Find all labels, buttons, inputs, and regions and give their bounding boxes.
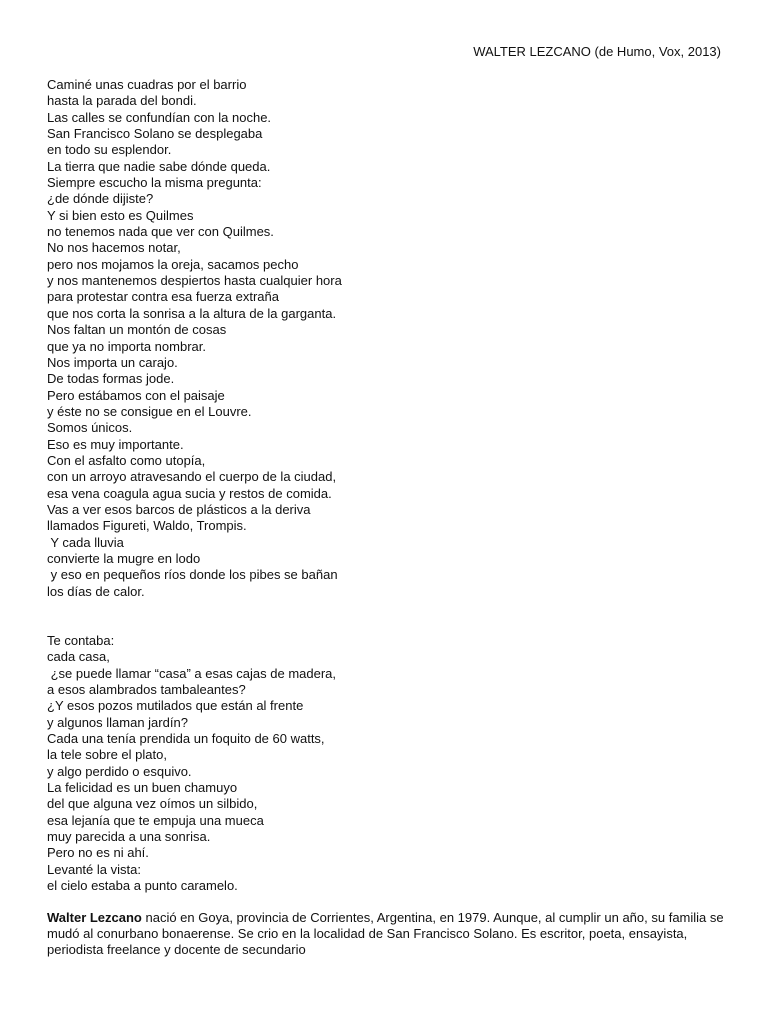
poem-attribution: WALTER LEZCANO (de Humo, Vox, 2013) — [473, 44, 721, 59]
poem-line: hasta la parada del bondi. — [47, 93, 197, 109]
poem-line: Levanté la vista: — [47, 861, 141, 877]
poem-line: y eso en pequeños ríos donde los pibes se bañan — [47, 567, 338, 583]
poem-line: la tele sobre el plato, — [47, 747, 167, 763]
poem-line: La felicidad es un buen chamuyo — [47, 780, 238, 796]
poem-line: La tierra que nadie sabe dónde queda. — [47, 158, 271, 174]
poem-line: Vas a ver esos barcos de plásticos a la deriva — [47, 501, 311, 517]
poem-line: y algunos llaman jardín? — [47, 714, 188, 730]
poem-line: el cielo estaba a punto caramelo. — [47, 878, 238, 894]
poem-line: llamados Figureti, Waldo, Trompis. — [47, 518, 247, 534]
poem-line: ¿de dónde dijiste? — [47, 191, 154, 207]
poem-line: Cada una tenía prendida un foquito de 60 watts, — [47, 731, 325, 747]
poem-line: Pero estábamos con el paisaje — [47, 387, 225, 403]
stanza-1 — [47, 77, 727, 600]
poem-line: Te contaba: — [47, 633, 115, 648]
poem-line: muy parecida a una sonrisa. — [47, 829, 211, 845]
poem-line: pero nos mojamos la oreja, sacamos pecho — [47, 256, 299, 272]
poem-line: ¿se puede llamar “casa” a esas cajas de madera, — [47, 665, 337, 681]
poem-line: y nos mantenemos despiertos hasta cualquier hora — [47, 273, 342, 289]
poem-line: De todas formas jode. — [47, 371, 175, 387]
poem-line: con un arroyo atravesando el cuerpo de la ciudad, — [47, 469, 337, 485]
poem-line: No nos hacemos notar, — [47, 240, 181, 256]
poem-line: convierte la mugre en lodo — [47, 550, 201, 566]
poem-line: Y si bien esto es Quilmes — [47, 207, 194, 223]
poem-line: que ya no importa nombrar. — [47, 338, 206, 354]
poem-line: a esos alambrados tambaleantes? — [47, 682, 246, 698]
author-bio-text: nació en Goya, provincia de Corrientes, Argentina, en 1979. Aunque, al cumplir un año, su familia se mudó al conurbano bonaerense. Se crio en la localidad de San Francisco Solano. Es escritor, poeta, ensayista, periodista freelance y docente de secundario — [47, 910, 724, 958]
poem-line: Eso es muy importante. — [47, 436, 184, 452]
poem-body — [47, 77, 727, 895]
poem-line: Caminé unas cuadras por el barrio — [47, 77, 247, 92]
poem-line: esa vena coagula agua sucia y restos de comida. — [47, 485, 332, 501]
poem-line: Y cada lluvia — [47, 534, 124, 550]
poem-line: y éste no se consigue en el Louvre. — [47, 403, 252, 419]
stanza-2 — [47, 633, 727, 895]
poem-line: para protestar contra esa fuerza extraña — [47, 289, 279, 305]
poem-line: Nos importa un carajo. — [47, 354, 178, 370]
poem-line: Las calles se confundían con la noche. — [47, 109, 272, 125]
poem-line: no tenemos nada que ver con Quilmes. — [47, 224, 274, 240]
author-name: Walter Lezcano — [47, 910, 142, 925]
poem-line: cada casa, — [47, 649, 110, 665]
poem-line: San Francisco Solano se desplegaba — [47, 126, 263, 142]
poem-line: Somos únicos. — [47, 420, 133, 436]
poem-line: en todo su esplendor. — [47, 142, 172, 158]
poem-line: del que alguna vez oímos un silbido, — [47, 796, 258, 812]
poem-line: Nos faltan un montón de cosas — [47, 322, 227, 338]
poem-line: Pero no es ni ahí. — [47, 845, 149, 861]
poem-line: que nos corta la sonrisa a la altura de la garganta. — [47, 305, 337, 321]
poem-line: los días de calor. — [47, 583, 145, 599]
poem-line: Siempre escucho la misma pregunta: — [47, 175, 262, 191]
poem-line: ¿Y esos pozos mutilados que están al frente — [47, 698, 304, 714]
poem-line: Con el asfalto como utopía, — [47, 452, 206, 468]
poem-line: esa lejanía que te empuja una mueca — [47, 812, 264, 828]
poem-line: y algo perdido o esquivo. — [47, 763, 192, 779]
author-bio — [47, 910, 727, 959]
